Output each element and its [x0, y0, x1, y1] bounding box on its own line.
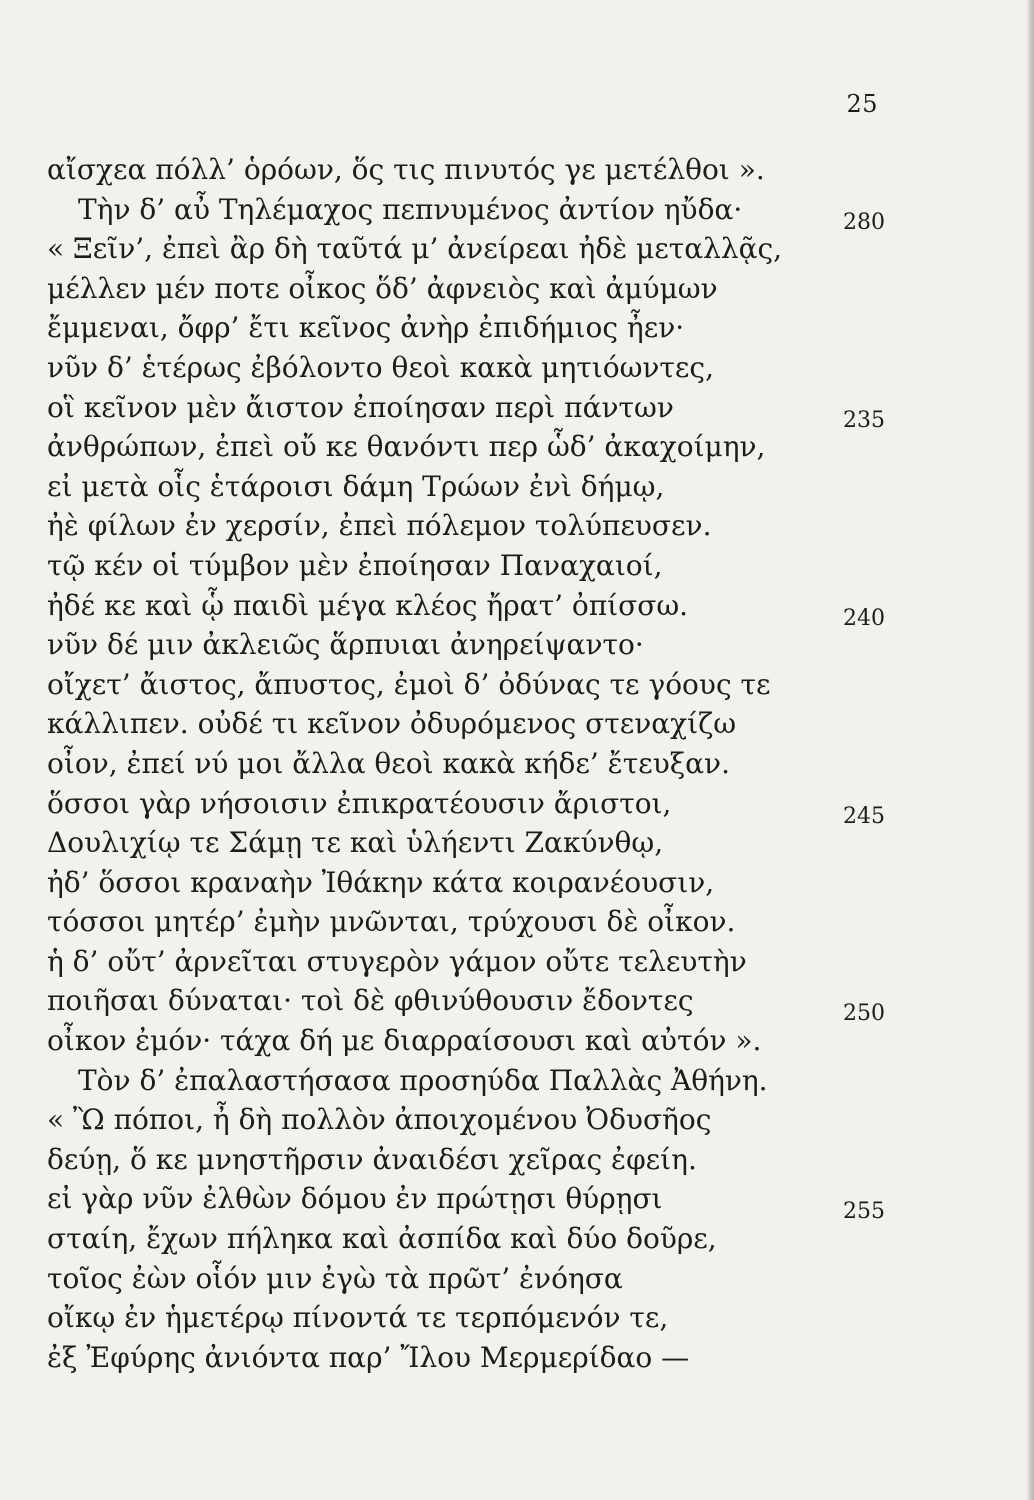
verse-line: [47, 902, 847, 942]
verse-text: ἠδ’ ὅσσοι κραναὴν Ἰθάκην κάτα κοιρανέουσιν,: [47, 865, 715, 899]
verse-text: δεύῃ, ὅ κε μνηστῆρσιν ἀναιδέσι χεῖρας ἐφείη.: [47, 1142, 697, 1176]
verse-line: [47, 1100, 847, 1140]
verse-text: « Ξεῖν’, ἐπεὶ ἂρ δὴ ταῦτά μ’ ἀνείρεαι ἠδὲ μεταλλᾷς,: [47, 232, 783, 266]
verse-text: ὅσσοι γὰρ νήσοισιν ἐπικρατέουσιν ἄριστοι,: [47, 786, 672, 820]
verse-text: ἡ δ’ οὔτ’ ἀρνεῖται στυγερὸν γάμον οὔτε τελευτὴν: [47, 944, 747, 978]
verse-line: [47, 1298, 847, 1338]
line-number: 245: [843, 803, 885, 829]
verse-line: [47, 823, 847, 863]
verse-text: σταίη, ἔχων πήληκα καὶ ἀσπίδα καὶ δύο δοῦρε,: [47, 1222, 717, 1256]
line-number: 235: [843, 407, 885, 433]
verse-text: « Ὢ πόποι, ἦ δὴ πολλὸν ἀποιχομένου Ὀδυσῆος: [47, 1103, 712, 1137]
verse-text: τῷ κέν οἱ τύμβον μὲν ἐποίησαν Παναχαιοί,: [47, 548, 663, 582]
verse-text: μέλλεν μέν ποτε οἶκος ὅδ’ ἀφνειὸς καὶ ἀμύμων: [47, 271, 718, 305]
verse-text: νῦν δέ μιν ἀκλειῶς ἅρπυιαι ἀνηρείψαντο·: [47, 628, 644, 662]
verse-line: [47, 388, 885, 433]
verse-text: οἴκῳ ἐν ἡμετέρῳ πίνοντά τε τερπόμενόν τε,: [47, 1301, 669, 1335]
verse-text: ἀνθρώπων, ἐπεὶ οὔ κε θανόντι περ ὧδ’ ἀκαχοίμην,: [47, 430, 766, 464]
verse-text: ἠδέ κε καὶ ᾧ παιδὶ μέγα κλέος ἤρατ’ ὀπίσσω.: [47, 588, 689, 622]
verse-line: [47, 1219, 847, 1259]
verse-text: εἰ μετὰ οἷς ἑτάροισι δάμη Τρώων ἐνὶ δήμῳ,: [47, 469, 665, 503]
verse-text: νῦν δ’ ἑτέρως ἐβόλοντο θεοὶ κακὰ μητιόωντες,: [47, 350, 715, 384]
page-number: 25: [846, 90, 878, 118]
verse-line: [47, 704, 847, 744]
verse-line: [47, 863, 847, 903]
verse-line: [47, 586, 885, 631]
verse-text: οἶκον ἐμόν· τάχα δή με διαρραίσουσι καὶ αὐτόν ».: [47, 1024, 762, 1058]
verse-block: [47, 150, 885, 1377]
verse-line: [47, 1179, 885, 1225]
verse-line: [47, 348, 847, 388]
verse-line: [47, 506, 847, 546]
verse-text: Τὴν δ’ αὖ Τηλέμαχος πεπνυμένος ἀντίον ηὔδα·: [78, 192, 743, 226]
line-number: 250: [843, 1001, 885, 1027]
verse-line: [47, 546, 847, 586]
verse-line: [47, 625, 847, 665]
verse-line: [47, 981, 885, 1027]
verse-text: τοῖος ἐὼν οἷόν μιν ἐγὼ τὰ πρῶτ’ ἐνόησα: [47, 1261, 623, 1295]
verse-text: εἰ γὰρ νῦν ἐλθὼν δόμου ἐν πρώτῃσι θύρῃσι: [47, 1182, 663, 1216]
verse-line: [47, 190, 885, 235]
verse-line: [47, 150, 847, 190]
verse-line: [47, 308, 847, 348]
verse-line: [47, 744, 847, 784]
verse-line: [47, 269, 847, 309]
verse-text: Δουλιχίῳ τε Σάμῃ τε καὶ ὑλήεντι Ζακύνθῳ,: [47, 826, 664, 860]
verse-line: [47, 942, 847, 982]
verse-text: ποιῆσαι δύναται· τοὶ δὲ φθινύθουσιν ἔδοντες: [47, 984, 694, 1018]
page-edge-shadow: [1026, 0, 1034, 1500]
verse-text: κάλλιπεν. οὐδέ τι κεῖνον ὀδυρόμενος στεναχίζω: [47, 707, 737, 741]
verse-text: ἐξ Ἐφύρης ἀνιόντα παρ’ Ἴλου Μερμερίδαο —: [47, 1340, 690, 1374]
line-number: 255: [843, 1199, 885, 1225]
verse-line: [47, 784, 885, 829]
verse-text: οἳ κεῖνον μὲν ἄιστον ἐποίησαν περὶ πάντων: [47, 390, 674, 424]
verse-line: [47, 1259, 847, 1299]
verse-line: [47, 1338, 847, 1378]
verse-line: [47, 427, 847, 467]
verse-text: Τὸν δ’ ἐπαλαστήσασα προσηύδα Παλλὰς Ἀθήνη.: [78, 1063, 768, 1097]
verse-text: ἠὲ φίλων ἐν χερσίν, ἐπεὶ πόλεμον τολύπευσεν.: [47, 509, 712, 543]
verse-text: τόσσοι μητέρ’ ἐμὴν μνῶνται, τρύχουσι δὲ οἶκον.: [47, 905, 736, 939]
verse-text: οἶον, ἐπεί νύ μοι ἄλλα θεοὶ κακὰ κήδε’ ἔτευξαν.: [47, 746, 730, 780]
verse-line: [47, 229, 847, 269]
verse-line: [47, 1140, 847, 1180]
verse-text: ἔμμεναι, ὄφρ’ ἔτι κεῖνος ἀνὴρ ἐπιδήμιος ἦεν·: [47, 311, 685, 345]
line-number: 280: [843, 209, 885, 235]
verse-text: αἴσχεα πόλλ’ ὁρόων, ὅς τις πινυτός γε μετέλθοι ».: [47, 153, 765, 186]
verse-line: [47, 665, 847, 705]
verse-text: οἴχετ’ ἄιστος, ἄπυστος, ἐμοὶ δ’ ὀδύνας τε γόους τε: [47, 667, 771, 701]
verse-line: [47, 1021, 847, 1061]
line-number: 240: [843, 605, 885, 631]
verse-line: [47, 467, 847, 507]
verse-line: [47, 1061, 847, 1101]
